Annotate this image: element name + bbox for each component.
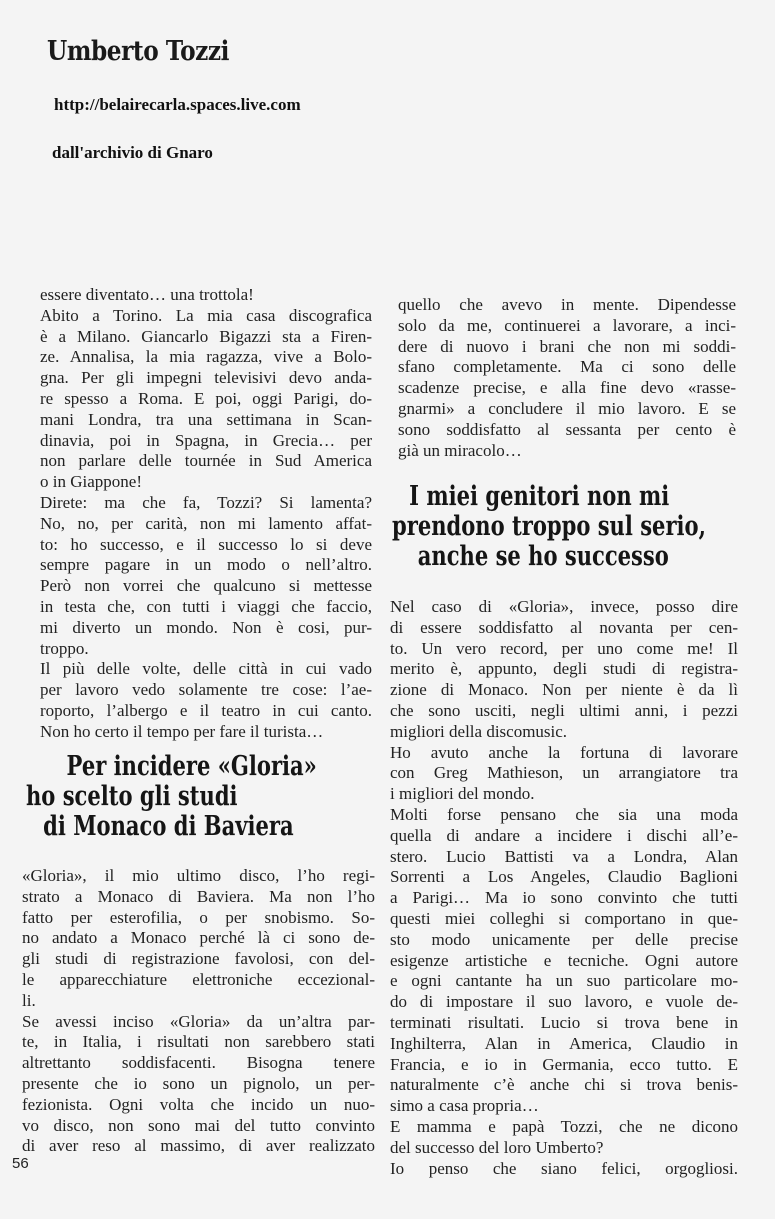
heading-line: Per incidere «Gloria»	[66, 751, 317, 782]
text-line: «Gloria», il mio ultimo disco, l’ho regi-	[22, 866, 375, 885]
text-line: sfano completamente. Ma ci sono delle	[398, 357, 736, 377]
text-line: li.	[22, 990, 36, 1010]
right-column-text-block-2	[390, 597, 738, 1179]
text-line: Il più delle volte, delle città in cui vado	[40, 659, 372, 679]
text-line: Molti forse pensano che sia una moda	[390, 804, 738, 824]
text-line: ze. Annalisa, la mia ragazza, vive a Bolo-	[40, 347, 372, 367]
text-line: mi diverto un mondo. Non è cosi, pur-	[40, 617, 372, 637]
text-line: e ogni cantante ha un suo particolare mo-	[390, 971, 738, 991]
text-line: Se avessi inciso «Gloria» da un’altra par-	[22, 1011, 375, 1031]
text-line: con Greg Mathieson, un arrangiatore tra	[390, 763, 738, 783]
text-line: to. Un vero record, per uno come me! Il	[390, 638, 738, 658]
text-line: troppo.	[40, 638, 89, 658]
heading-line: prendono troppo sul serio,	[392, 511, 706, 542]
text-line: Sorrenti a Los Angeles, Claudio Baglioni	[390, 867, 738, 887]
section-heading-genitori	[392, 482, 706, 572]
text-line: sto modo unicamente per delle precise	[390, 929, 738, 949]
text-line: strato a Monaco di Baviera. Ma non l’ho	[22, 886, 375, 906]
text-line: sono soddisfatto al sessanta per cento è	[398, 419, 736, 439]
text-line: roporto, l’albergo e il teatro in cui canto.	[40, 700, 372, 720]
text-line: gna. Per gli impegni televisivi devo anda-	[40, 368, 372, 388]
text-line: del successo del loro Umberto?	[390, 1137, 604, 1157]
text-line: E mamma e papà Tozzi, che ne dicono	[390, 1116, 738, 1136]
text-line: o in Giappone!	[40, 472, 142, 492]
source-url: http://belairecarla.spaces.live.com	[54, 95, 301, 114]
heading-line: anche se ho successo	[417, 541, 669, 572]
left-column-text-block-1	[40, 285, 372, 743]
text-line: no andato a Monaco perché là ci sono de-	[22, 928, 375, 948]
heading-line: I miei genitori non mi	[409, 481, 670, 512]
text-line: gli studi di registrazione favolosi, con del-	[22, 949, 375, 969]
text-line: Abito a Torino. La mia casa discografica	[40, 305, 372, 325]
text-line: simo a casa propria…	[390, 1096, 539, 1116]
text-line: Io penso che siano felici, orgogliosi.	[390, 1158, 738, 1178]
text-line: Però non vorrei che qualcuno si mettesse	[40, 576, 372, 596]
text-line: vo disco, non sono mai del tutto convinto	[22, 1115, 375, 1135]
text-line: quella di andare a incidere i dischi all’e-	[390, 825, 738, 845]
text-line: le apparecchiature elettroniche eccezional-	[22, 969, 375, 989]
text-line: solo da me, continuerei a lavorare, a inci-	[398, 315, 736, 335]
text-line: fatto per esterofilia, o per snobismo. So-	[22, 907, 375, 927]
text-line: essere diventato… una trottola!	[40, 285, 254, 304]
left-column-text-block-2	[22, 866, 375, 1157]
text-line: re spesso a Roma. E poi, oggi Parigi, do-	[40, 388, 372, 408]
text-line: scadenze precise, e alla fine devo «rasse-	[398, 378, 736, 398]
text-line: di aver reso al massimo, di aver realizzato	[22, 1136, 375, 1156]
text-line: Direte: ma che fa, Tozzi? Si lamenta?	[40, 492, 372, 512]
text-line: stero. Lucio Battisti va a Londra, Alan	[390, 846, 738, 866]
text-line: non parlare delle tournée in Sud America	[40, 451, 372, 471]
text-line: gnarmi» a concludere il mio lavoro. E se	[398, 398, 736, 418]
text-line: merito è, appunto, degli studi di registra-	[390, 659, 738, 679]
page-number: 56	[12, 1155, 29, 1172]
text-line: esigenze artistiche e tecniche. Ogni autore	[390, 950, 738, 970]
article-title: Umberto Tozzi	[47, 36, 230, 67]
heading-line: ho scelto gli studi	[26, 781, 238, 812]
text-line: terminati risultati. Lucio si trova bene in	[390, 1012, 738, 1032]
text-line: fezionista. Ogni volta che incido un nuo-	[22, 1094, 375, 1114]
text-line: Non ho certo il tempo per fare il turista…	[40, 721, 324, 741]
text-line: di essere soddisfatto al novanta per cen-	[390, 617, 738, 637]
right-column-text-block-1	[398, 295, 736, 461]
text-line: a Parigi… Ma io sono convinto che tutti	[390, 888, 738, 908]
text-line: Nel caso di «Gloria», invece, posso dire	[390, 597, 738, 616]
text-line: per lavoro vedo solamente tre cose: l’ae-	[40, 680, 372, 700]
text-line: già un miracolo…	[398, 440, 522, 460]
text-line: to: ho successo, e il successo lo si deve	[40, 534, 372, 554]
heading-line: di Monaco di Baviera	[43, 811, 294, 842]
text-line: sempre pagare in un modo o nell’altro.	[40, 555, 372, 575]
text-line: zione di Monaco. Non per niente è da lì	[390, 680, 738, 700]
archive-credit: dall'archivio di Gnaro	[52, 143, 213, 162]
section-heading-gloria	[26, 752, 317, 842]
text-line: Francia, e io in Germania, ecco tutto. E	[390, 1054, 738, 1074]
text-line: questi miei colleghi si comportano in que-	[390, 908, 738, 928]
text-line: migliori della discomusic.	[390, 721, 568, 741]
text-line: Inghilterra, Alan in America, Claudio in	[390, 1033, 738, 1053]
text-line: do di impostare il suo lavoro, e vuole de-	[390, 992, 738, 1012]
text-line: i migliori del mondo.	[390, 784, 535, 804]
text-line: quello che avevo in mente. Dipendesse	[398, 295, 736, 314]
text-line: dinavia, poi in Spagna, in Grecia… per	[40, 430, 372, 450]
text-line: te, in Italia, i risultati non sarebbero stati	[22, 1032, 375, 1052]
text-line: mani Londra, tra una settimana in Scan-	[40, 409, 372, 429]
text-line: che sono usciti, negli ultimi anni, i pezzi	[390, 700, 738, 720]
text-line: naturalmente c’è anche chi si trova benis-	[390, 1075, 738, 1095]
text-line: No, no, per carità, non mi lamento affat-	[40, 513, 372, 533]
text-line: dere di nuovo i brani che non mi soddi-	[398, 336, 736, 356]
text-line: è a Milano. Giancarlo Bigazzi sta a Firen-	[40, 326, 372, 346]
text-line: altrettanto soddisfacenti. Bisogna tenere	[22, 1053, 375, 1073]
text-line: in testa che, con tutti i viaggi che faccio,	[40, 596, 372, 616]
text-line: presente che io sono un pignolo, un per-	[22, 1073, 375, 1093]
text-line: Ho avuto anche la fortuna di lavorare	[390, 742, 738, 762]
